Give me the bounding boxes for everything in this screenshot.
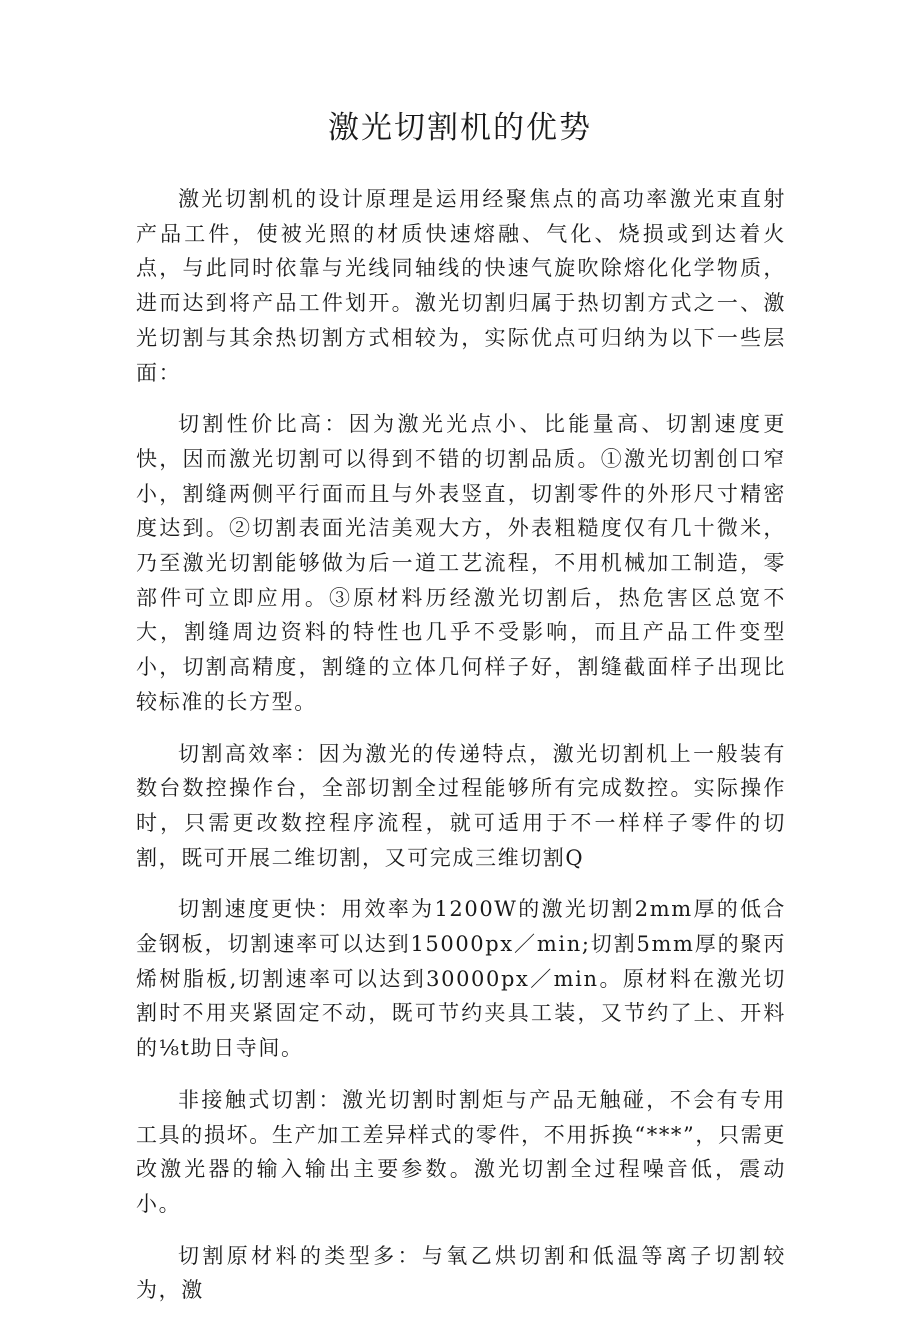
paragraph-material-types: 切割原材料的类型多：与氧乙烘切割和低温等离子切割较为，激 bbox=[136, 1243, 786, 1303]
paragraph-cost-performance: 切割性价比高：因为激光光点小、比能量高、切割速度更快，因而激光切割可以得到不错的切割品质。①激光切割创口窄小，割缝两侧平行面而且与外表竖直，切割零件的外形尺寸精密度达到。②切割表面光洁美观大方，外表粗糙度仅有几十微米，乃至激光切割能够做为后一道工艺流程，不用机械加工制造，零部件可立即应用。③原材料历经激光切割后，热危害区总宽不大，割缝周边资料的特性也几乎不受影响，而且产品工件变型小，切割高精度，割缝的立体几何样子好，割缝截面样子出现比较标准的长方型。 bbox=[136, 412, 786, 714]
paragraph-non-contact: 非接触式切割：激光切割时割炬与产品无触碰，不会有专用工具的损坏。生产加工差异样式的零件，不用拆换“***”，只需更改激光器的输入输出主要参数。激光切割全过程噪音低，震动小。 bbox=[136, 1087, 786, 1216]
paragraph-speed: 切割速度更快：用效率为1200W的激光切割2mm厚的低合金钢板，切割速率可以达到15000px／min;切割5mm厚的聚丙烯树脂板,切割速率可以达到30000px／min。原材料在激光切割时不用夹紧固定不动，既可节约夹具工装，又节约了上、开料的⅛t助日寺间。 bbox=[136, 897, 786, 1061]
document-body bbox=[136, 182, 786, 1325]
paragraph-intro: 激光切割机的设计原理是运用经聚焦点的高功率激光束直射产品工件，使被光照的材质快速熔融、气化、烧损或到达着火点，与此同时依靠与光线同轴线的快速气旋吹除熔化化学物质，进而达到将产品工件划开。激光切割归属于热切割方式之一、激光切割与其余热切割方式相较为，实际优点可归纳为以下一些层面： bbox=[136, 187, 786, 385]
paragraph-efficiency: 切割高效率：因为激光的传递特点，激光切割机上一般装有数台数控操作台，全部切割全过程能够所有完成数控。实际操作时，只需更改数控程序流程，就可适用于不一样样子零件的切割，既可开展二维切割，又可完成三维切割Q bbox=[136, 741, 786, 870]
document-title: 激光切割机的优势 bbox=[328, 110, 592, 146]
